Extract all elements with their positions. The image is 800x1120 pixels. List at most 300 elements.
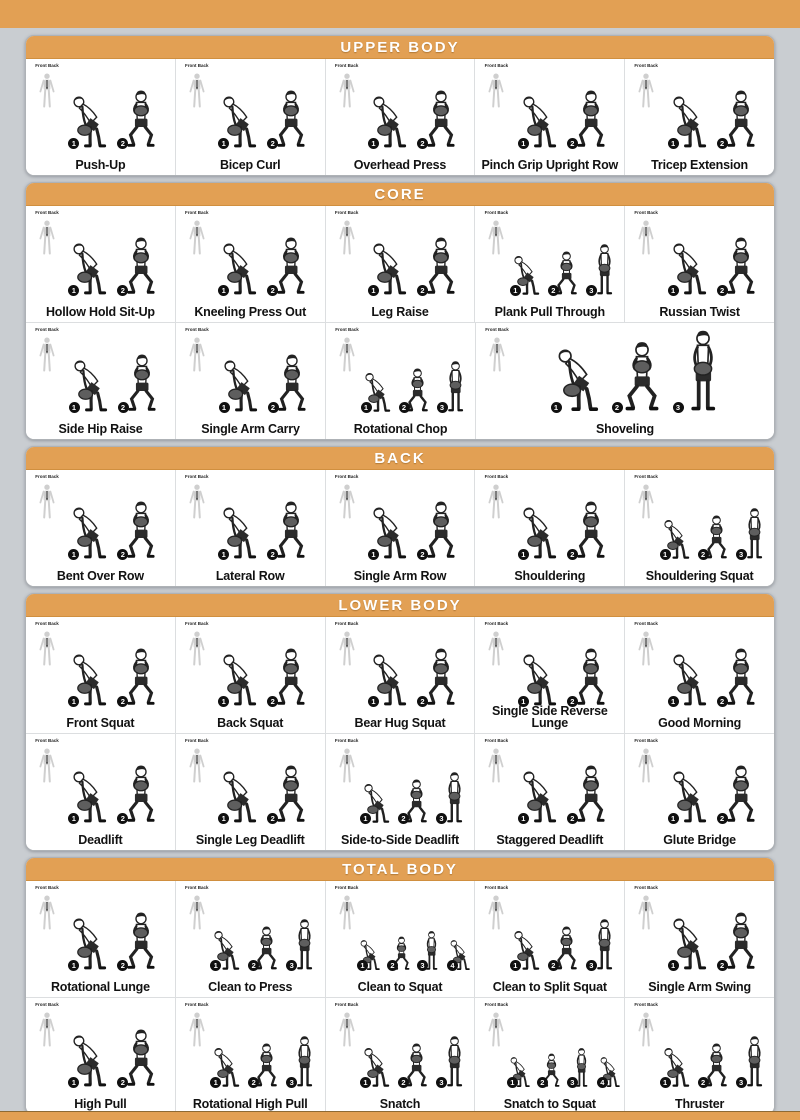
anatomy-figure-icon — [34, 622, 60, 670]
anatomy-skeleton-icon — [187, 1009, 207, 1051]
anatomy-figure-icon — [633, 211, 659, 259]
exercise-figure-icon — [674, 327, 732, 418]
exercise-figure-icon — [361, 738, 396, 829]
exercise-figure-icon — [568, 738, 614, 829]
exercise-cell — [625, 881, 774, 997]
step-badge: 2 — [567, 696, 578, 707]
step-badge: 1 — [668, 696, 679, 707]
exercise-figure-icon — [358, 885, 385, 976]
anatomy-label: Front Back — [634, 1002, 658, 1007]
step-badge: 2 — [417, 549, 428, 560]
step-badge: 1 — [357, 960, 368, 971]
step-badge: 2 — [118, 402, 129, 413]
anatomy-skeleton-icon — [187, 334, 207, 376]
exercise-label: Back Squat — [217, 716, 284, 731]
exercise-figure-icon — [388, 885, 415, 976]
step-badge: 4 — [447, 960, 458, 971]
step-badge: 1 — [518, 696, 529, 707]
exercise-figures — [362, 474, 472, 565]
step-badge: 1 — [68, 1077, 79, 1088]
exercise-figure-icon — [219, 474, 265, 565]
step-badge: 2 — [717, 285, 728, 296]
step-badge: 1 — [368, 285, 379, 296]
step-badge: 3 — [586, 285, 597, 296]
anatomy-figure-icon — [633, 1003, 659, 1051]
step-badge: 2 — [698, 1077, 709, 1088]
exercise-figure-icon — [211, 885, 246, 976]
exercise-figure-icon — [69, 1002, 115, 1093]
exercise-cell — [26, 59, 176, 175]
exercise-figures — [362, 738, 472, 829]
step-badge: 1 — [518, 138, 529, 149]
step-badge: 1 — [361, 402, 372, 413]
exercise-figure-icon — [369, 63, 415, 154]
exercise-figures — [212, 1002, 322, 1093]
exercise-cell — [326, 998, 476, 1114]
step-badge: 2 — [537, 1077, 548, 1088]
exercise-figures — [62, 474, 172, 565]
anatomy-label: Front Back — [334, 885, 359, 890]
exercise-figures — [362, 885, 472, 976]
exercise-figure-icon — [418, 474, 464, 565]
anatomy-figure-icon — [633, 475, 659, 523]
step-badge: 2 — [117, 813, 128, 824]
anatomy-label: Front Back — [185, 63, 209, 68]
exercise-label: Rotational High Pull — [192, 1097, 308, 1112]
step-badge: 1 — [68, 813, 79, 824]
step-badge: 1 — [518, 549, 529, 560]
step-badge: 2 — [117, 1077, 128, 1088]
exercise-figure-icon — [552, 327, 610, 418]
step-badge: 2 — [567, 549, 578, 560]
step-badge: 2 — [387, 960, 398, 971]
exercise-cell — [475, 734, 625, 850]
anatomy-skeleton-icon — [337, 1009, 357, 1051]
exercise-figure-icon — [268, 738, 314, 829]
exercise-grid-row — [26, 322, 774, 439]
anatomy-label: Front Back — [485, 327, 509, 332]
exercise-label: Shouldering — [514, 569, 586, 584]
exercise-label: Russian Twist — [659, 305, 740, 320]
exercise-figure-icon — [448, 885, 475, 976]
exercise-label: Single Leg Deadlift — [195, 833, 305, 848]
exercise-figure-icon — [549, 210, 584, 301]
exercise-figure-icon — [418, 210, 464, 301]
anatomy-label: Front Back — [484, 474, 509, 479]
step-badge: 2 — [399, 402, 410, 413]
anatomy-label: Front Back — [334, 738, 359, 743]
anatomy-skeleton-icon — [187, 745, 207, 787]
anatomy-label: Front Back — [484, 621, 509, 626]
exercise-figure-icon — [418, 621, 464, 712]
exercise-figure-icon — [511, 210, 546, 301]
anatomy-label: Front Back — [634, 210, 658, 215]
step-badge: 3 — [436, 813, 447, 824]
exercise-figures — [62, 210, 172, 301]
step-badge: 1 — [668, 285, 679, 296]
anatomy-skeleton-icon — [37, 745, 57, 787]
step-badge: 2 — [267, 549, 278, 560]
exercise-figures — [362, 210, 472, 301]
anatomy-label: Front Back — [484, 1002, 509, 1007]
exercise-figure-icon — [118, 885, 164, 976]
exercise-figure-icon — [249, 1002, 284, 1093]
exercise-figure-icon — [219, 210, 265, 301]
anatomy-label: Front Back — [634, 885, 658, 890]
anatomy-skeleton-icon — [636, 745, 656, 787]
exercise-figure-icon — [219, 738, 265, 829]
exercise-figure-icon — [538, 1002, 565, 1093]
exercise-cell — [176, 59, 326, 175]
step-badge: 1 — [218, 813, 229, 824]
exercise-cell — [476, 323, 774, 439]
step-badge: 2 — [548, 960, 559, 971]
exercise-figure-icon — [549, 885, 584, 976]
anatomy-label: Front Back — [634, 738, 658, 743]
exercise-figure-icon — [587, 885, 622, 976]
exercise-figure-icon — [369, 210, 415, 301]
exercise-figures — [511, 621, 621, 712]
exercise-figure-icon — [69, 474, 115, 565]
anatomy-figure-icon — [334, 739, 360, 787]
exercise-label: Bear Hug Squat — [354, 716, 446, 731]
exercise-figure-icon — [669, 621, 715, 712]
exercise-figures — [661, 621, 771, 712]
exercise-figure-icon — [211, 1002, 246, 1093]
anatomy-label: Front Back — [185, 1002, 209, 1007]
exercise-cell — [176, 470, 326, 586]
exercise-cell — [475, 881, 625, 997]
anatomy-figure-icon — [34, 64, 60, 112]
exercise-cell — [176, 998, 326, 1114]
exercise-cell — [625, 617, 774, 733]
exercise-cell — [26, 881, 176, 997]
exercise-cell — [26, 998, 176, 1114]
exercise-figure-icon — [418, 63, 464, 154]
exercise-label: Single Arm Row — [353, 569, 447, 584]
exercise-figure-icon — [268, 474, 314, 565]
exercise-figures — [362, 1002, 472, 1093]
exercise-figure-icon — [437, 1002, 472, 1093]
anatomy-figure-icon — [484, 328, 510, 376]
anatomy-label: Front Back — [334, 210, 359, 215]
anatomy-figure-icon — [34, 1003, 60, 1051]
exercise-figure-icon — [613, 327, 671, 418]
anatomy-label: Front Back — [185, 621, 209, 626]
step-badge: 2 — [267, 813, 278, 824]
exercise-cell — [475, 59, 625, 175]
exercise-figure-icon — [718, 885, 764, 976]
section-card — [25, 857, 775, 1115]
exercise-figure-icon — [119, 327, 165, 418]
anatomy-skeleton-icon — [486, 481, 506, 523]
section-header — [26, 447, 774, 470]
exercise-figure-icon — [519, 738, 565, 829]
exercise-cell — [176, 734, 326, 850]
exercise-grid-row — [26, 206, 774, 322]
exercise-figures — [661, 210, 771, 301]
anatomy-skeleton-icon — [486, 892, 506, 934]
section-card — [25, 446, 775, 587]
anatomy-skeleton-icon — [187, 892, 207, 934]
anatomy-label: Front Back — [185, 474, 209, 479]
anatomy-skeleton-icon — [337, 628, 357, 670]
exercise-label: Good Morning — [658, 716, 742, 731]
exercise-label: Pinch Grip Upright Row — [481, 158, 619, 173]
anatomy-figure-icon — [184, 739, 210, 787]
anatomy-label: Front Back — [634, 474, 658, 479]
exercise-label: Push-Up — [75, 158, 126, 173]
exercise-label: Deadlift — [78, 833, 123, 848]
anatomy-label: Front Back — [484, 885, 509, 890]
exercise-figure-icon — [118, 63, 164, 154]
exercise-figure-icon — [287, 1002, 322, 1093]
exercise-figure-icon — [568, 63, 614, 154]
exercise-label: Single Side Reverse Lunge — [491, 703, 608, 731]
exercise-label: High Pull — [74, 1097, 127, 1112]
exercise-label: Thruster — [675, 1097, 725, 1112]
exercise-figure-icon — [718, 738, 764, 829]
exercise-cell — [625, 998, 774, 1114]
exercise-cell — [625, 470, 774, 586]
anatomy-figure-icon — [483, 1003, 509, 1051]
exercise-figures — [62, 63, 172, 154]
anatomy-label: Front Back — [484, 210, 509, 215]
exercise-figure-icon — [718, 210, 764, 301]
exercise-figures — [661, 738, 771, 829]
exercise-grid-row — [26, 59, 774, 175]
exercise-figure-icon — [699, 474, 734, 565]
exercise-label: Bent Over Row — [56, 569, 144, 584]
anatomy-figure-icon — [334, 1003, 360, 1051]
exercise-figures — [511, 210, 621, 301]
exercise-figures — [362, 63, 472, 154]
step-badge: 1 — [68, 549, 79, 560]
anatomy-figure-icon — [633, 886, 659, 934]
anatomy-figure-icon — [483, 622, 509, 670]
step-badge: 1 — [510, 960, 521, 971]
anatomy-figure-icon — [184, 211, 210, 259]
section-title: CORE — [374, 185, 426, 203]
step-badge: 3 — [586, 960, 597, 971]
anatomy-label: Front Back — [185, 210, 209, 215]
exercise-figure-icon — [369, 621, 415, 712]
exercise-label: Rotational Lunge — [50, 980, 150, 995]
exercise-figure-icon — [598, 1002, 625, 1093]
exercise-figures — [511, 738, 621, 829]
step-badge: 2 — [717, 138, 728, 149]
exercise-label: Shoveling — [596, 422, 654, 437]
step-badge: 1 — [68, 285, 79, 296]
anatomy-skeleton-icon — [37, 628, 57, 670]
exercise-cell — [326, 470, 476, 586]
step-badge: 2 — [398, 813, 409, 824]
step-badge: 1 — [218, 138, 229, 149]
exercise-label: Plank Pull Through — [494, 305, 605, 320]
section-title: TOTAL BODY — [342, 860, 458, 878]
anatomy-figure-icon — [483, 211, 509, 259]
step-badge: 1 — [218, 285, 229, 296]
exercise-cell — [326, 734, 476, 850]
anatomy-figure-icon — [184, 622, 210, 670]
anatomy-label: Front Back — [484, 63, 509, 68]
anatomy-label: Front Back — [634, 621, 658, 626]
exercise-cell — [625, 206, 774, 322]
step-badge: 2 — [267, 138, 278, 149]
step-badge: 2 — [417, 285, 428, 296]
bottom-orange-band — [0, 1111, 800, 1120]
anatomy-label: Front Back — [35, 63, 59, 68]
anatomy-figure-icon — [184, 1003, 210, 1051]
exercise-figure-icon — [669, 885, 715, 976]
exercise-figures — [511, 474, 621, 565]
exercise-label: Rotational Chop — [353, 422, 448, 437]
step-badge: 2 — [117, 285, 128, 296]
step-badge: 3 — [673, 402, 684, 413]
exercise-label: Clean to Press — [208, 980, 293, 995]
anatomy-label: Front Back — [334, 63, 359, 68]
exercise-cell — [326, 881, 476, 997]
exercise-label: Front Squat — [66, 716, 135, 731]
anatomy-skeleton-icon — [187, 217, 207, 259]
anatomy-skeleton-icon — [37, 217, 57, 259]
exercise-figures — [62, 1002, 172, 1093]
step-badge: 3 — [286, 960, 297, 971]
step-badge: 2 — [567, 813, 578, 824]
anatomy-label: Front Back — [35, 210, 59, 215]
step-badge: 2 — [717, 696, 728, 707]
anatomy-figure-icon — [34, 886, 60, 934]
anatomy-skeleton-icon — [636, 217, 656, 259]
section-card — [25, 182, 775, 440]
anatomy-label: Front Back — [334, 1002, 359, 1007]
step-badge: 2 — [267, 285, 278, 296]
step-badge: 1 — [507, 1077, 518, 1088]
step-badge: 3 — [436, 1077, 447, 1088]
exercise-cell — [475, 206, 625, 322]
anatomy-figure-icon — [633, 64, 659, 112]
top-orange-band — [0, 0, 800, 28]
exercise-figure-icon — [669, 738, 715, 829]
exercise-label: Side Hip Raise — [58, 422, 143, 437]
anatomy-label: Front Back — [185, 885, 209, 890]
exercise-figure-icon — [568, 1002, 595, 1093]
exercise-figure-icon — [399, 738, 434, 829]
exercise-figures — [512, 327, 771, 418]
exercise-figures — [62, 327, 172, 418]
anatomy-skeleton-icon — [636, 892, 656, 934]
anatomy-skeleton-icon — [486, 628, 506, 670]
exercise-figure-icon — [519, 63, 565, 154]
anatomy-label: Front Back — [35, 474, 59, 479]
anatomy-label: Front Back — [35, 327, 59, 332]
exercise-label: Overhead Press — [353, 158, 447, 173]
anatomy-label: Front Back — [634, 63, 658, 68]
exercise-figures — [62, 885, 172, 976]
step-badge: 2 — [717, 813, 728, 824]
exercise-figure-icon — [669, 210, 715, 301]
step-badge: 1 — [368, 696, 379, 707]
step-badge: 1 — [210, 1077, 221, 1088]
step-badge: 2 — [248, 960, 259, 971]
anatomy-figure-icon — [34, 328, 60, 376]
exercise-label: Shouldering Squat — [645, 569, 754, 584]
exercise-label: Kneeling Press Out — [194, 305, 307, 320]
anatomy-figure-icon — [184, 475, 210, 523]
exercise-figures — [362, 327, 472, 418]
step-badge: 2 — [567, 138, 578, 149]
step-badge: 1 — [368, 138, 379, 149]
exercise-cell — [326, 323, 476, 439]
exercise-figure-icon — [511, 885, 546, 976]
exercise-label: Single Arm Swing — [648, 980, 751, 995]
exercise-figure-icon — [219, 621, 265, 712]
anatomy-skeleton-icon — [37, 70, 57, 112]
exercise-figure-icon — [69, 210, 115, 301]
section-title: UPPER BODY — [340, 38, 460, 56]
step-badge: 2 — [267, 696, 278, 707]
anatomy-figure-icon — [334, 211, 360, 259]
exercise-figures — [362, 621, 472, 712]
exercise-cell — [176, 617, 326, 733]
exercise-figures — [212, 885, 322, 976]
step-badge: 2 — [268, 402, 279, 413]
anatomy-figure-icon — [334, 886, 360, 934]
exercise-figures — [62, 738, 172, 829]
exercise-grid-row — [26, 733, 774, 850]
exercise-cell — [326, 206, 476, 322]
exercise-figure-icon — [418, 885, 445, 976]
exercise-cell — [26, 617, 176, 733]
exercise-figure-icon — [362, 327, 397, 418]
anatomy-skeleton-icon — [337, 334, 357, 376]
exercise-label: Clean to Split Squat — [492, 980, 607, 995]
step-badge: 2 — [717, 960, 728, 971]
anatomy-skeleton-icon — [337, 217, 357, 259]
exercise-figure-icon — [118, 210, 164, 301]
exercise-figure-icon — [70, 327, 116, 418]
anatomy-skeleton-icon — [636, 70, 656, 112]
exercise-figure-icon — [269, 327, 315, 418]
anatomy-label: Front Back — [35, 1002, 59, 1007]
exercise-figures — [661, 63, 771, 154]
step-badge: 1 — [210, 960, 221, 971]
exercise-figure-icon — [219, 63, 265, 154]
exercise-figure-icon — [268, 210, 314, 301]
step-badge: 2 — [248, 1077, 259, 1088]
exercise-figure-icon — [718, 63, 764, 154]
poster-content — [25, 35, 775, 1120]
step-badge: 3 — [437, 402, 448, 413]
step-badge: 1 — [668, 138, 679, 149]
step-badge: 1 — [68, 960, 79, 971]
anatomy-skeleton-icon — [187, 628, 207, 670]
exercise-figure-icon — [369, 474, 415, 565]
anatomy-label: Front Back — [484, 738, 509, 743]
exercise-cell — [176, 206, 326, 322]
step-badge: 1 — [68, 138, 79, 149]
anatomy-skeleton-icon — [187, 70, 207, 112]
anatomy-label: Front Back — [35, 885, 59, 890]
exercise-figure-icon — [568, 621, 614, 712]
exercise-cell — [326, 59, 476, 175]
step-badge: 2 — [417, 696, 428, 707]
exercise-figures — [661, 1002, 771, 1093]
anatomy-skeleton-icon — [337, 70, 357, 112]
exercise-label: Snatch to Squat — [503, 1097, 596, 1112]
exercise-cell — [26, 470, 176, 586]
exercise-label: Tricep Extension — [651, 158, 748, 173]
